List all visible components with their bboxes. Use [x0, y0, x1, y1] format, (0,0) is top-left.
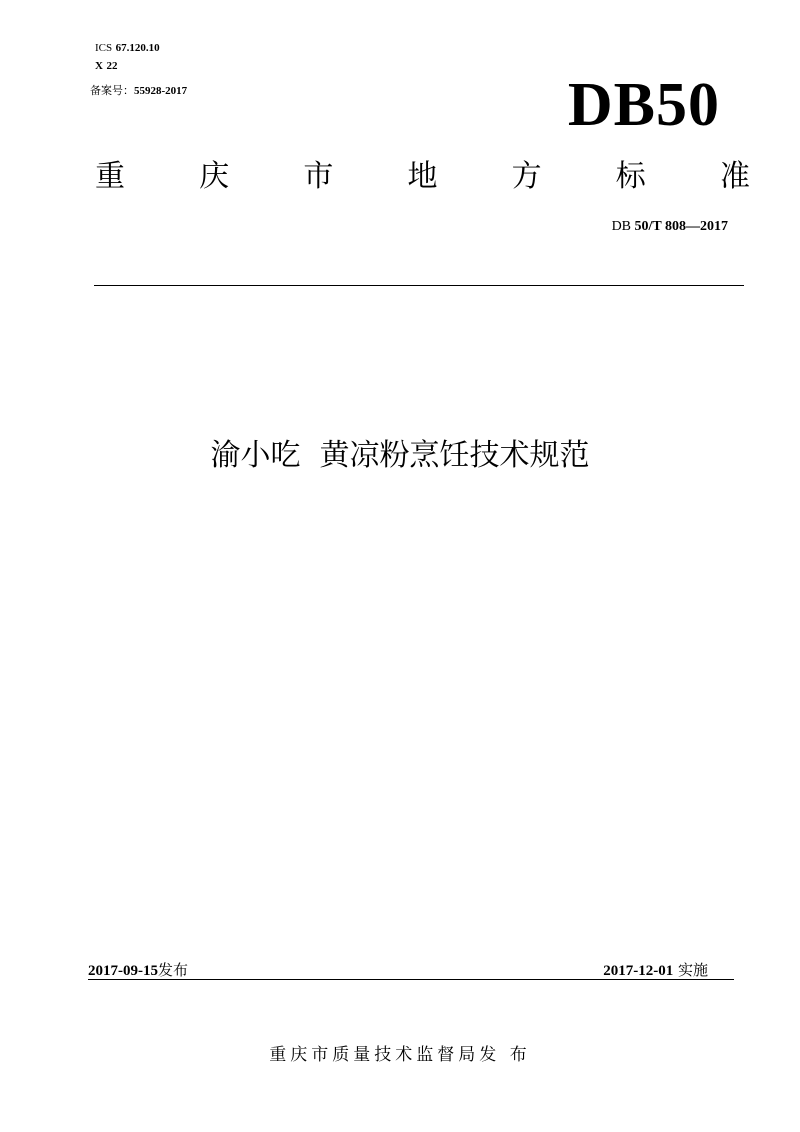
standard-type-heading: [95, 157, 750, 197]
filing-number: 55928-2017: [134, 85, 188, 97]
standard-code: DB50: [567, 71, 720, 139]
effective-label: 实施: [677, 961, 708, 979]
effective-date-line: [603, 959, 708, 980]
ics-label: ICS: [95, 42, 113, 54]
standard-number-prefix: DB: [611, 219, 632, 234]
filing-label: 备案号：: [90, 84, 134, 97]
standard-type-char: 庆: [199, 159, 230, 194]
filing-line: [90, 84, 187, 98]
ics-line: [95, 41, 160, 55]
standard-type-char: 地: [407, 159, 438, 194]
standard-type-char: 重: [95, 159, 125, 194]
ics-value: 67.120.10: [115, 42, 160, 54]
date-divider: [88, 979, 734, 980]
classification-label: X: [95, 60, 103, 72]
header-divider: [94, 285, 744, 286]
standard-type-char: 方: [511, 159, 542, 194]
standard-type-char: 标: [615, 159, 646, 194]
standard-number: [612, 219, 728, 235]
classification-value: 22: [106, 60, 118, 72]
issuing-authority: 重庆市质量技术监督局发 布: [269, 1045, 531, 1065]
standard-number-value: 50/T 808—2017: [634, 219, 728, 234]
classification-line: [95, 59, 117, 73]
document-title: 渝小吃 黄凉粉烹饪技术规范: [210, 438, 590, 473]
effective-date: 2017-12-01: [603, 963, 674, 979]
standard-type-char: 市: [303, 159, 334, 194]
release-date: 2017-09-15: [88, 963, 158, 979]
standard-type-char: 准: [719, 159, 750, 194]
release-date-line: [88, 959, 188, 980]
release-label: 发布: [158, 961, 189, 979]
